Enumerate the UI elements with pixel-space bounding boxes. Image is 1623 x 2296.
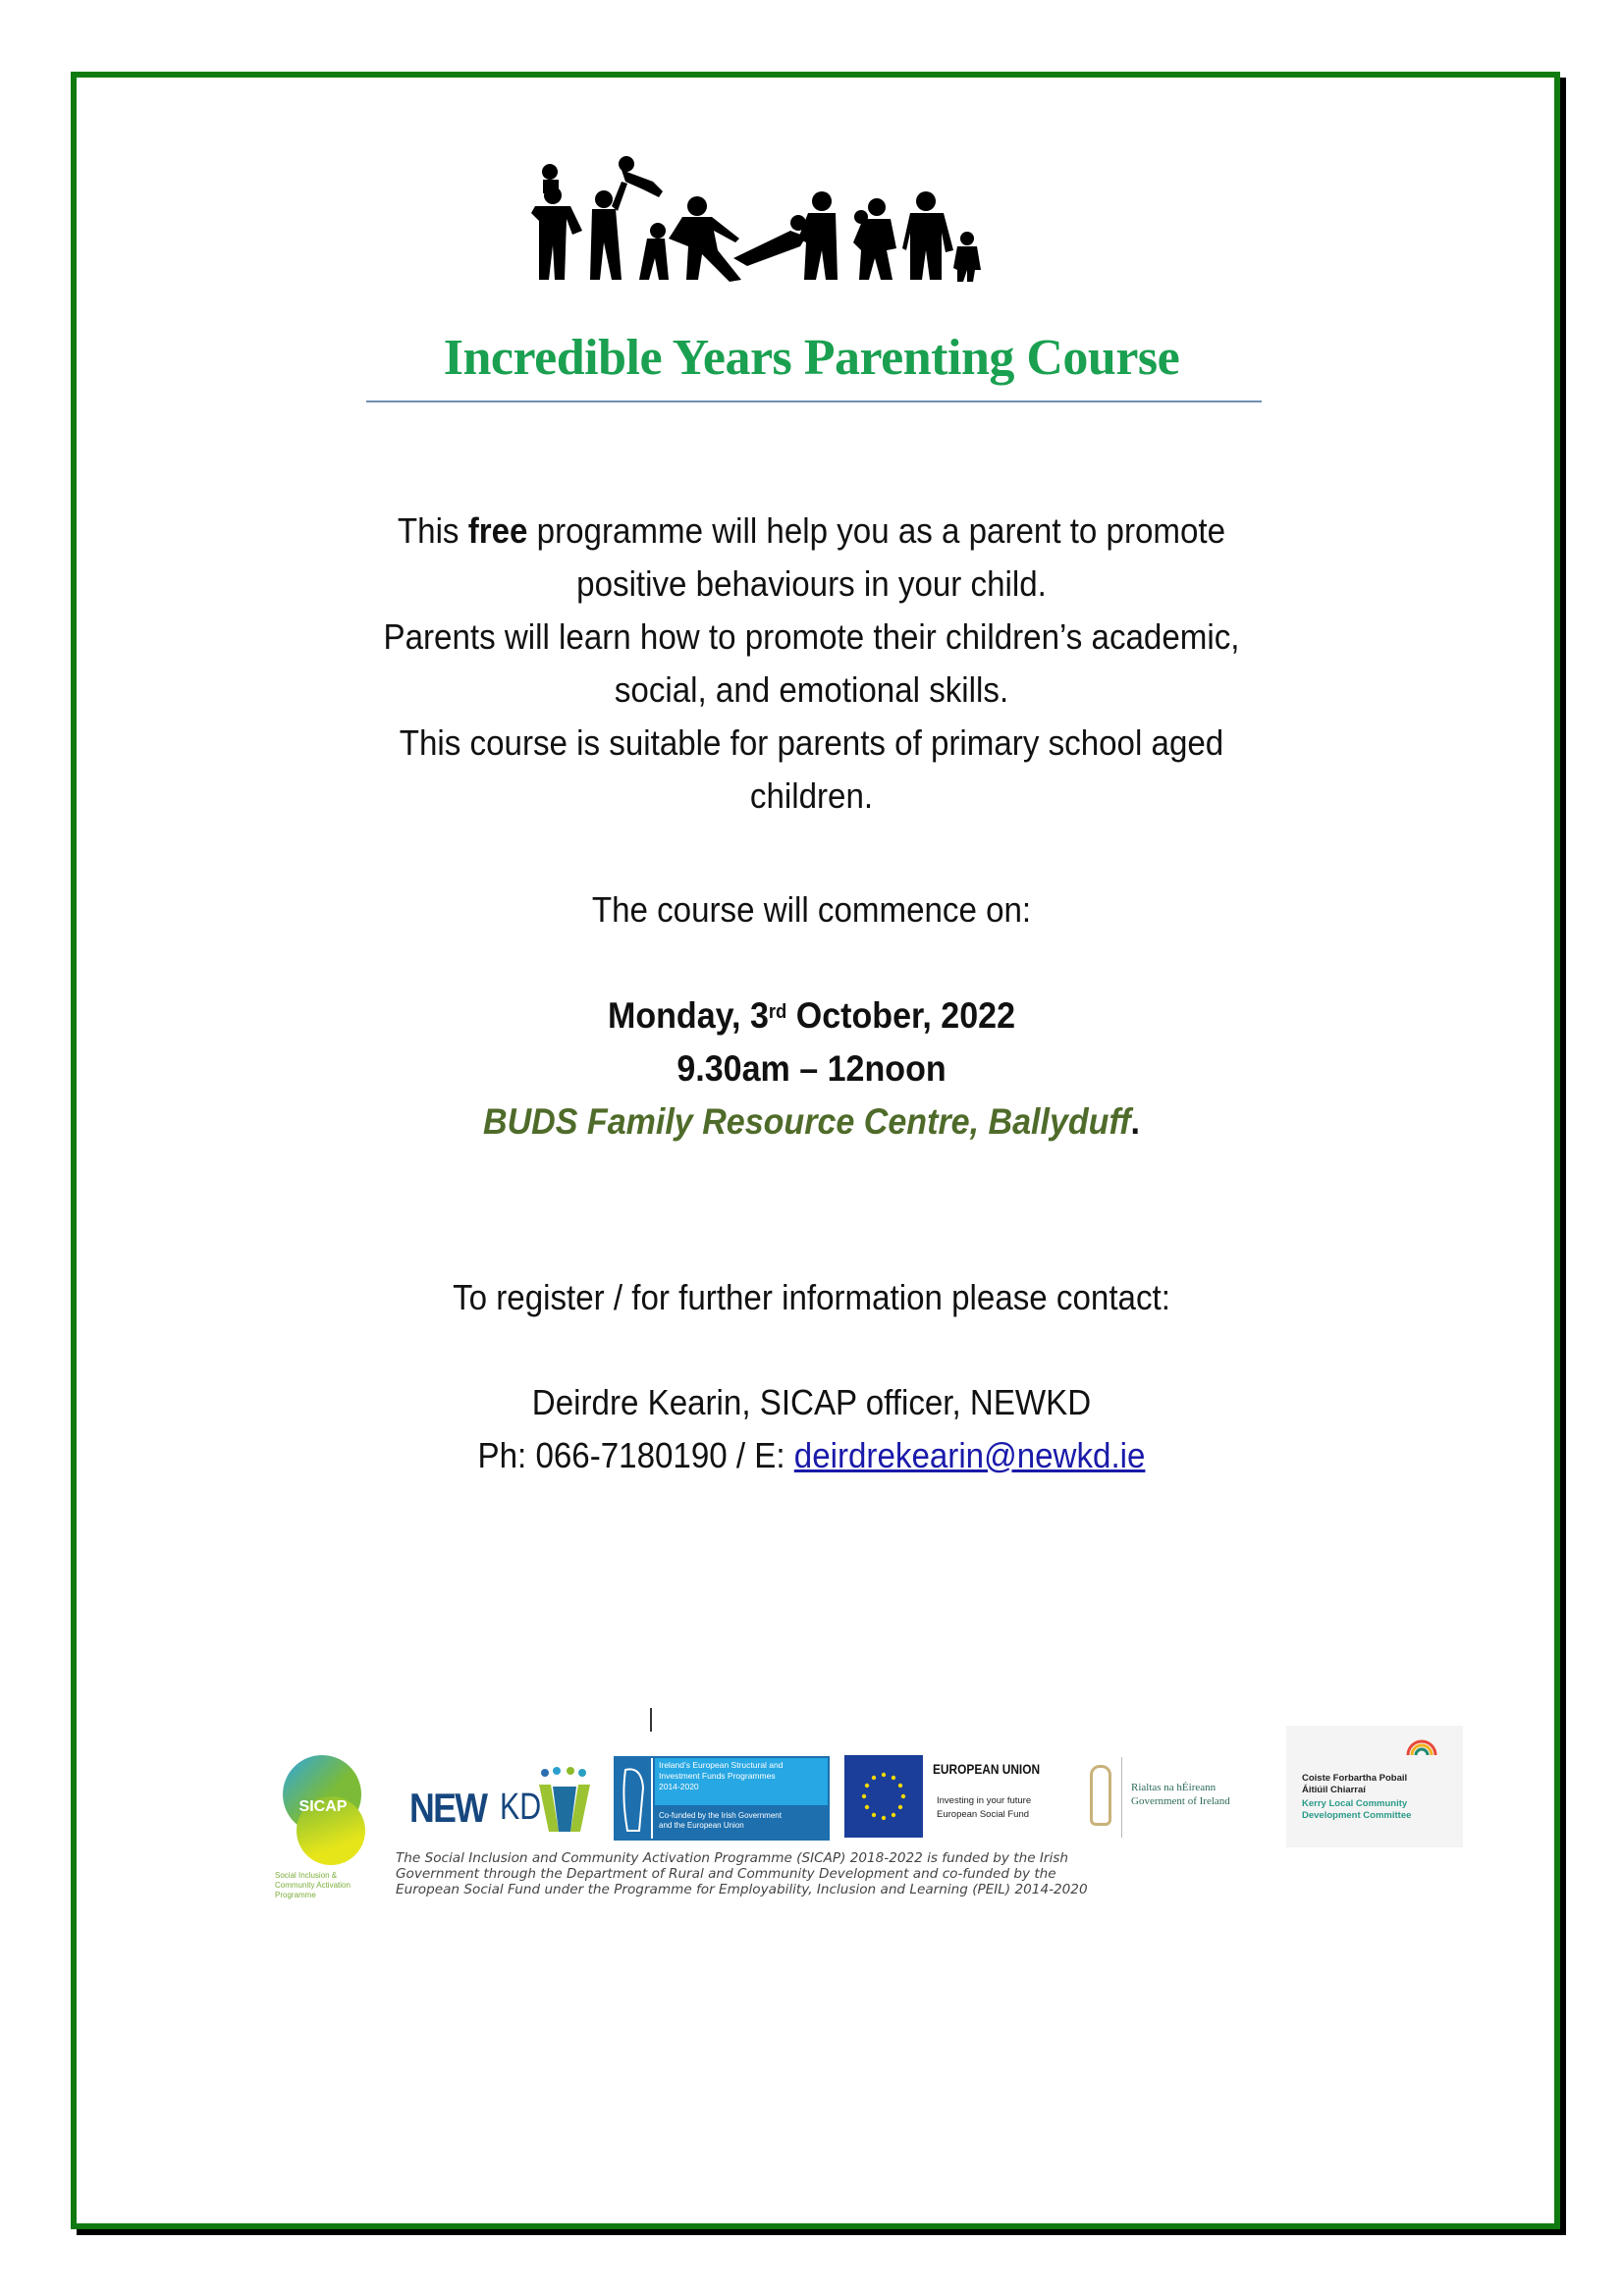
course-venue: BUDS Family Resource Centre, Ballyduff. [482,1101,1141,1142]
free-emphasis: free [467,510,528,551]
course-date: Monday, 3rd October, 2022 [607,995,1016,1036]
contact-phone-email: Ph: 066-7180190 / E: deirdrekearin@newkd.ie [477,1435,1146,1475]
commence-label: The course will commence on: [591,889,1032,930]
course-time: 9.30am – 12noon [676,1048,947,1089]
contact-label: To register / for further information please contact: [453,1277,1170,1317]
intro-line-4: social, and emotional skills. [614,669,1009,710]
contact-name: Deirdre Kearin, SICAP officer, NEWKD [531,1382,1092,1422]
harp-icon [1090,1765,1111,1826]
newkd-logo: NEW KD [409,1767,606,1845]
contact-section [0,1376,1623,1482]
kerry-lcdc-logo: Coiste Forbartha Pobail Áitiúil Chiarraí Kerry Local Community Development Committee [1286,1726,1463,1847]
people-icon [537,1767,592,1836]
intro-line-2: positive behaviours in your child. [576,563,1047,604]
eu-flag-icon [844,1755,923,1838]
family-silhouettes-image [506,152,1085,290]
intro-line-5: This course is suitable for parents of primary school aged [399,722,1224,763]
email-link[interactable]: deirdrekearin@newkd.ie [793,1435,1146,1475]
funding-statement: The Social Inclusion and Community Activation Programme (SICAP) 2018-2022 is funded by the Irish Government through the Department of Rural and Community Development and co-funded by the European Social Fund under the Programme for Employability, Inclusion and Learning (PEIL) 2014-2020 [396,1850,1088,1897]
page-title: Incredible Years Parenting Course [443,330,1180,386]
intro-section [0,505,1623,823]
sicap-logo: SICAP Social Inclusion & Community Activation Programme [275,1747,373,1904]
government-of-ireland-logo: Rialtas na hÉireann Government of Ireland [1090,1747,1267,1845]
intro-line-1: This free programme will help you as a parent to promote [397,510,1226,551]
harp-icon [616,1758,653,1839]
esif-logo: Ireland’s European Structural and Investment Funds Programmes 2014-2020 Co-funded by the Irish Government and the European Union [614,1756,830,1841]
title-underline [366,400,1262,402]
rainbow-icon [1404,1734,1439,1757]
intro-line-6: children. [749,775,874,816]
eu-logo: EUROPEAN UNION Investing in your future European Social Fund [844,1755,1178,1840]
schedule-section [0,989,1623,1148]
intro-line-3: Parents will learn how to promote their children’s academic, [383,616,1240,657]
